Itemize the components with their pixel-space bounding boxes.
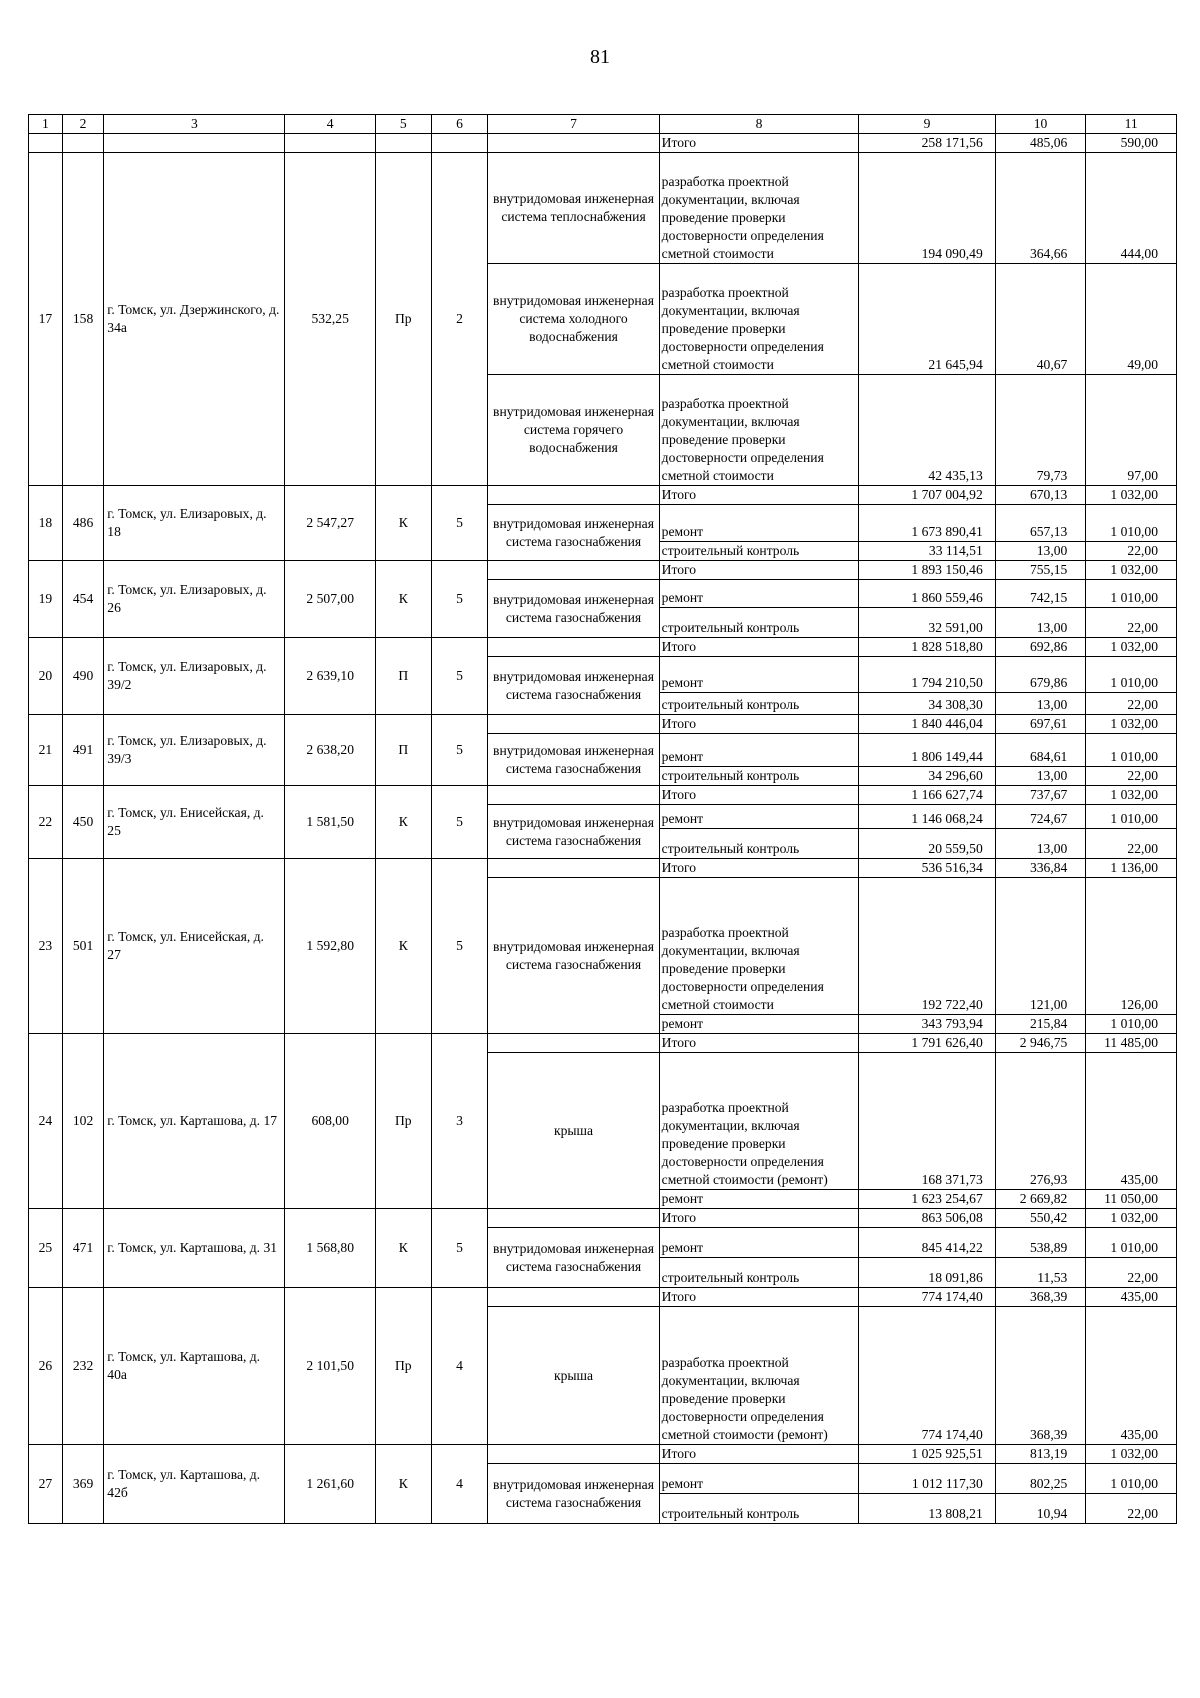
total-row: [29, 715, 1177, 734]
floor-count: 2: [431, 153, 488, 486]
house-area: 2 639,10: [285, 638, 376, 715]
page-number: 81: [590, 46, 610, 68]
header-cell-10: 10: [995, 115, 1086, 134]
work-type: ремонт: [659, 580, 859, 608]
cost-value: 1 623 254,67: [859, 1190, 995, 1209]
system-cell-empty: [488, 859, 659, 878]
unit-cost-value: 276,93: [995, 1053, 1086, 1190]
floor-count: 5: [431, 786, 488, 859]
total-row: [29, 786, 1177, 805]
wall-material: К: [375, 1445, 431, 1524]
limit-cost-value: 22,00: [1086, 608, 1177, 638]
header-cell-8: 8: [659, 115, 859, 134]
house-area: 1 261,60: [285, 1445, 376, 1524]
unit-cost-value: 802,25: [995, 1464, 1086, 1494]
header-row: [29, 115, 1177, 134]
limit-cost-value: 126,00: [1086, 878, 1177, 1015]
unit-cost-value: 737,67: [995, 786, 1086, 805]
cost-value: 1 794 210,50: [859, 657, 995, 693]
house-area: 2 101,50: [285, 1288, 376, 1445]
work-type: ремонт: [659, 805, 859, 829]
limit-cost-value: 590,00: [1086, 134, 1177, 153]
cost-value: 13 808,21: [859, 1494, 995, 1524]
work-type: разработка проектной документации, включая проведение проверки достоверности определения сметной стоимости (ремонт): [659, 1053, 859, 1190]
system-cell-empty: [488, 561, 659, 580]
work-type: строительный контроль: [659, 767, 859, 786]
floor-count: 5: [431, 486, 488, 561]
total-row: [29, 1209, 1177, 1228]
wall-material: П: [375, 638, 431, 715]
unit-cost-value: 40,67: [995, 264, 1086, 375]
cost-value: 774 174,40: [859, 1307, 995, 1445]
cost-value: 33 114,51: [859, 542, 995, 561]
cost-value: 1 860 559,46: [859, 580, 995, 608]
work-type: разработка проектной документации, включая проведение проверки достоверности определения сметной стоимости (ремонт): [659, 1307, 859, 1445]
row-number: 27: [29, 1445, 63, 1524]
limit-cost-value: 1 032,00: [1086, 715, 1177, 734]
cost-value: 20 559,50: [859, 829, 995, 859]
engineering-system: внутридомовая инженерная система газоснабжения: [488, 657, 659, 715]
total-row: [29, 1445, 1177, 1464]
wall-material: Пр: [375, 1288, 431, 1445]
cost-value: 845 414,22: [859, 1228, 995, 1258]
unit-cost-value: 657,13: [995, 505, 1086, 542]
house-code: [62, 134, 103, 153]
unit-cost-value: 813,19: [995, 1445, 1086, 1464]
engineering-system: внутридомовая инженерная система газоснабжения: [488, 1228, 659, 1288]
total-row: [29, 1288, 1177, 1307]
cost-value: 34 296,60: [859, 767, 995, 786]
row-number: 23: [29, 859, 63, 1034]
house-address: г. Томск, ул. Карташова, д. 40а: [104, 1288, 285, 1445]
engineering-system: внутридомовая инженерная система газоснабжения: [488, 580, 659, 638]
total-label: Итого: [659, 134, 859, 153]
house-address: г. Томск, ул. Елизаровых, д. 18: [104, 486, 285, 561]
repair-schedule-table: [28, 114, 1177, 1524]
system-cell-empty: [488, 134, 659, 153]
house-code: 471: [62, 1209, 103, 1288]
work-type: строительный контроль: [659, 542, 859, 561]
house-address: г. Томск, ул. Елизаровых, д. 39/2: [104, 638, 285, 715]
cost-value: 168 371,73: [859, 1053, 995, 1190]
total-label: Итого: [659, 1288, 859, 1307]
work-type: разработка проектной документации, включая проведение проверки достоверности определения сметной стоимости: [659, 375, 859, 486]
house-code: 454: [62, 561, 103, 638]
header-cell-3: 3: [104, 115, 285, 134]
cost-value: 774 174,40: [859, 1288, 995, 1307]
unit-cost-value: 684,61: [995, 734, 1086, 767]
work-type: строительный контроль: [659, 1494, 859, 1524]
engineering-system: внутридомовая инженерная система газоснабжения: [488, 505, 659, 561]
engineering-system: внутридомовая инженерная система холодного водоснабжения: [488, 264, 659, 375]
header-cell-2: 2: [62, 115, 103, 134]
unit-cost-value: 368,39: [995, 1307, 1086, 1445]
cost-value: 343 793,94: [859, 1015, 995, 1034]
house-address: г. Томск, ул. Карташова, д. 42б: [104, 1445, 285, 1524]
total-label: Итого: [659, 561, 859, 580]
engineering-system: крыша: [488, 1053, 659, 1209]
cost-value: 1 673 890,41: [859, 505, 995, 542]
limit-cost-value: 49,00: [1086, 264, 1177, 375]
limit-cost-value: 22,00: [1086, 1494, 1177, 1524]
house-address: г. Томск, ул. Елизаровых, д. 39/3: [104, 715, 285, 786]
wall-material: К: [375, 1209, 431, 1288]
floor-count: 3: [431, 1034, 488, 1209]
cost-value: 1 806 149,44: [859, 734, 995, 767]
floor-count: 5: [431, 1209, 488, 1288]
limit-cost-value: 22,00: [1086, 767, 1177, 786]
total-row: [29, 134, 1177, 153]
unit-cost-value: 215,84: [995, 1015, 1086, 1034]
wall-material: К: [375, 786, 431, 859]
limit-cost-value: 435,00: [1086, 1288, 1177, 1307]
total-row: [29, 486, 1177, 505]
header-cell-1: 1: [29, 115, 63, 134]
limit-cost-value: 22,00: [1086, 693, 1177, 715]
engineering-system: внутридомовая инженерная система горячего водоснабжения: [488, 375, 659, 486]
system-cell-empty: [488, 1034, 659, 1053]
engineering-system: внутридомовая инженерная система газоснабжения: [488, 1464, 659, 1524]
cost-value: 1 791 626,40: [859, 1034, 995, 1053]
row-number: 18: [29, 486, 63, 561]
cost-value: 536 516,34: [859, 859, 995, 878]
house-code: 450: [62, 786, 103, 859]
total-label: Итого: [659, 786, 859, 805]
total-label: Итого: [659, 638, 859, 657]
house-area: 2 638,20: [285, 715, 376, 786]
total-label: Итого: [659, 859, 859, 878]
limit-cost-value: 435,00: [1086, 1307, 1177, 1445]
limit-cost-value: 1 010,00: [1086, 734, 1177, 767]
total-label: Итого: [659, 715, 859, 734]
work-type: ремонт: [659, 1190, 859, 1209]
unit-cost-value: 697,61: [995, 715, 1086, 734]
header-cell-6: 6: [431, 115, 488, 134]
wall-material: Пр: [375, 153, 431, 486]
work-type: ремонт: [659, 1464, 859, 1494]
engineering-system: крыша: [488, 1307, 659, 1445]
work-type: разработка проектной документации, включая проведение проверки достоверности определения сметной стоимости: [659, 264, 859, 375]
floor-count: 4: [431, 1288, 488, 1445]
cost-value: 21 645,94: [859, 264, 995, 375]
row-number: 17: [29, 153, 63, 486]
limit-cost-value: 22,00: [1086, 1258, 1177, 1288]
limit-cost-value: 1 032,00: [1086, 786, 1177, 805]
house-area: [285, 134, 376, 153]
cost-value: 1 707 004,92: [859, 486, 995, 505]
header-cell-5: 5: [375, 115, 431, 134]
work-type: разработка проектной документации, включая проведение проверки достоверности определения сметной стоимости: [659, 878, 859, 1015]
floor-count: 5: [431, 859, 488, 1034]
wall-material: [375, 134, 431, 153]
work-type: ремонт: [659, 1228, 859, 1258]
row-number: 20: [29, 638, 63, 715]
house-code: 490: [62, 638, 103, 715]
house-code: 232: [62, 1288, 103, 1445]
house-code: 501: [62, 859, 103, 1034]
total-label: Итого: [659, 1445, 859, 1464]
cost-value: 1 893 150,46: [859, 561, 995, 580]
cost-value: 1 166 627,74: [859, 786, 995, 805]
house-area: 1 568,80: [285, 1209, 376, 1288]
limit-cost-value: 1 032,00: [1086, 561, 1177, 580]
cost-value: 1 828 518,80: [859, 638, 995, 657]
limit-cost-value: 1 010,00: [1086, 505, 1177, 542]
house-address: г. Томск, ул. Елизаровых, д. 26: [104, 561, 285, 638]
house-code: 486: [62, 486, 103, 561]
house-code: 369: [62, 1445, 103, 1524]
house-area: 1 581,50: [285, 786, 376, 859]
limit-cost-value: 97,00: [1086, 375, 1177, 486]
engineering-system: внутридомовая инженерная система газоснабжения: [488, 878, 659, 1034]
cost-value: 194 090,49: [859, 153, 995, 264]
house-area: 608,00: [285, 1034, 376, 1209]
total-row: [29, 859, 1177, 878]
work-type: разработка проектной документации, включая проведение проверки достоверности определения сметной стоимости: [659, 153, 859, 264]
cost-value: 42 435,13: [859, 375, 995, 486]
limit-cost-value: 11 485,00: [1086, 1034, 1177, 1053]
row-number: 22: [29, 786, 63, 859]
cost-value: 192 722,40: [859, 878, 995, 1015]
house-address: г. Томск, ул. Енисейская, д. 27: [104, 859, 285, 1034]
house-area: 532,25: [285, 153, 376, 486]
work-type: строительный контроль: [659, 608, 859, 638]
limit-cost-value: 1 010,00: [1086, 1015, 1177, 1034]
total-row: [29, 561, 1177, 580]
unit-cost-value: 538,89: [995, 1228, 1086, 1258]
header-cell-7: 7: [488, 115, 659, 134]
limit-cost-value: 444,00: [1086, 153, 1177, 264]
engineering-system: внутридомовая инженерная система газоснабжения: [488, 805, 659, 859]
limit-cost-value: 1 010,00: [1086, 805, 1177, 829]
unit-cost-value: 485,06: [995, 134, 1086, 153]
limit-cost-value: 435,00: [1086, 1053, 1177, 1190]
engineering-system: внутридомовая инженерная система теплоснабжения: [488, 153, 659, 264]
unit-cost-value: 13,00: [995, 693, 1086, 715]
work-type: ремонт: [659, 657, 859, 693]
wall-material: К: [375, 486, 431, 561]
cost-value: 258 171,56: [859, 134, 995, 153]
house-code: 158: [62, 153, 103, 486]
house-address: г. Томск, ул. Енисейская, д. 25: [104, 786, 285, 859]
unit-cost-value: 364,66: [995, 153, 1086, 264]
floor-count: 5: [431, 638, 488, 715]
work-type: ремонт: [659, 734, 859, 767]
house-area: 2 507,00: [285, 561, 376, 638]
floor-count: 5: [431, 715, 488, 786]
row-number: 24: [29, 1034, 63, 1209]
limit-cost-value: 1 010,00: [1086, 580, 1177, 608]
unit-cost-value: 13,00: [995, 542, 1086, 561]
cost-value: 34 308,30: [859, 693, 995, 715]
limit-cost-value: 1 136,00: [1086, 859, 1177, 878]
system-cell-empty: [488, 715, 659, 734]
engineering-system: внутридомовая инженерная система газоснабжения: [488, 734, 659, 786]
unit-cost-value: 13,00: [995, 608, 1086, 638]
unit-cost-value: 679,86: [995, 657, 1086, 693]
house-address: г. Томск, ул. Карташова, д. 17: [104, 1034, 285, 1209]
house-area: 2 547,27: [285, 486, 376, 561]
total-label: Итого: [659, 1209, 859, 1228]
limit-cost-value: 1 032,00: [1086, 1209, 1177, 1228]
row-number: 25: [29, 1209, 63, 1288]
limit-cost-value: 1 010,00: [1086, 1464, 1177, 1494]
system-cell-empty: [488, 486, 659, 505]
wall-material: Пр: [375, 1034, 431, 1209]
limit-cost-value: 1 010,00: [1086, 657, 1177, 693]
house-area: 1 592,80: [285, 859, 376, 1034]
house-code: 491: [62, 715, 103, 786]
cost-value: 18 091,86: [859, 1258, 995, 1288]
house-address: г. Томск, ул. Карташова, д. 31: [104, 1209, 285, 1288]
unit-cost-value: 724,67: [995, 805, 1086, 829]
unit-cost-value: 670,13: [995, 486, 1086, 505]
unit-cost-value: 742,15: [995, 580, 1086, 608]
unit-cost-value: 368,39: [995, 1288, 1086, 1307]
unit-cost-value: 13,00: [995, 767, 1086, 786]
limit-cost-value: 1 032,00: [1086, 638, 1177, 657]
header-cell-4: 4: [285, 115, 376, 134]
unit-cost-value: 11,53: [995, 1258, 1086, 1288]
limit-cost-value: 1 032,00: [1086, 486, 1177, 505]
limit-cost-value: 1 010,00: [1086, 1228, 1177, 1258]
wall-material: К: [375, 561, 431, 638]
cost-value: 1 025 925,51: [859, 1445, 995, 1464]
system-cell-empty: [488, 1288, 659, 1307]
unit-cost-value: 2 946,75: [995, 1034, 1086, 1053]
work-type: строительный контроль: [659, 693, 859, 715]
row-number: 21: [29, 715, 63, 786]
header-cell-11: 11: [1086, 115, 1177, 134]
floor-count: [431, 134, 488, 153]
floor-count: 4: [431, 1445, 488, 1524]
system-cell-empty: [488, 1445, 659, 1464]
floor-count: 5: [431, 561, 488, 638]
work-type: ремонт: [659, 1015, 859, 1034]
cost-value: 32 591,00: [859, 608, 995, 638]
total-label: Итого: [659, 486, 859, 505]
limit-cost-value: 11 050,00: [1086, 1190, 1177, 1209]
row-number: 19: [29, 561, 63, 638]
header-cell-9: 9: [859, 115, 995, 134]
unit-cost-value: 2 669,82: [995, 1190, 1086, 1209]
work-type: строительный контроль: [659, 1258, 859, 1288]
row-number: 26: [29, 1288, 63, 1445]
work-type: строительный контроль: [659, 829, 859, 859]
cost-value: 1 012 117,30: [859, 1464, 995, 1494]
house-code: 102: [62, 1034, 103, 1209]
cost-value: 863 506,08: [859, 1209, 995, 1228]
limit-cost-value: 22,00: [1086, 542, 1177, 561]
system-cell-empty: [488, 638, 659, 657]
total-row: [29, 638, 1177, 657]
unit-cost-value: 121,00: [995, 878, 1086, 1015]
house-address: [104, 134, 285, 153]
unit-cost-value: 336,84: [995, 859, 1086, 878]
unit-cost-value: 13,00: [995, 829, 1086, 859]
wall-material: К: [375, 859, 431, 1034]
cost-value: 1 840 446,04: [859, 715, 995, 734]
system-cell-empty: [488, 786, 659, 805]
row-number: [29, 134, 63, 153]
house-address: г. Томск, ул. Дзержинского, д. 34а: [104, 153, 285, 486]
limit-cost-value: 1 032,00: [1086, 1445, 1177, 1464]
system-cell-empty: [488, 1209, 659, 1228]
total-row: [29, 1034, 1177, 1053]
limit-cost-value: 22,00: [1086, 829, 1177, 859]
unit-cost-value: 79,73: [995, 375, 1086, 486]
unit-cost-value: 692,86: [995, 638, 1086, 657]
unit-cost-value: 550,42: [995, 1209, 1086, 1228]
work-row: [29, 153, 1177, 264]
cost-value: 1 146 068,24: [859, 805, 995, 829]
total-label: Итого: [659, 1034, 859, 1053]
unit-cost-value: 10,94: [995, 1494, 1086, 1524]
work-type: ремонт: [659, 505, 859, 542]
unit-cost-value: 755,15: [995, 561, 1086, 580]
wall-material: П: [375, 715, 431, 786]
